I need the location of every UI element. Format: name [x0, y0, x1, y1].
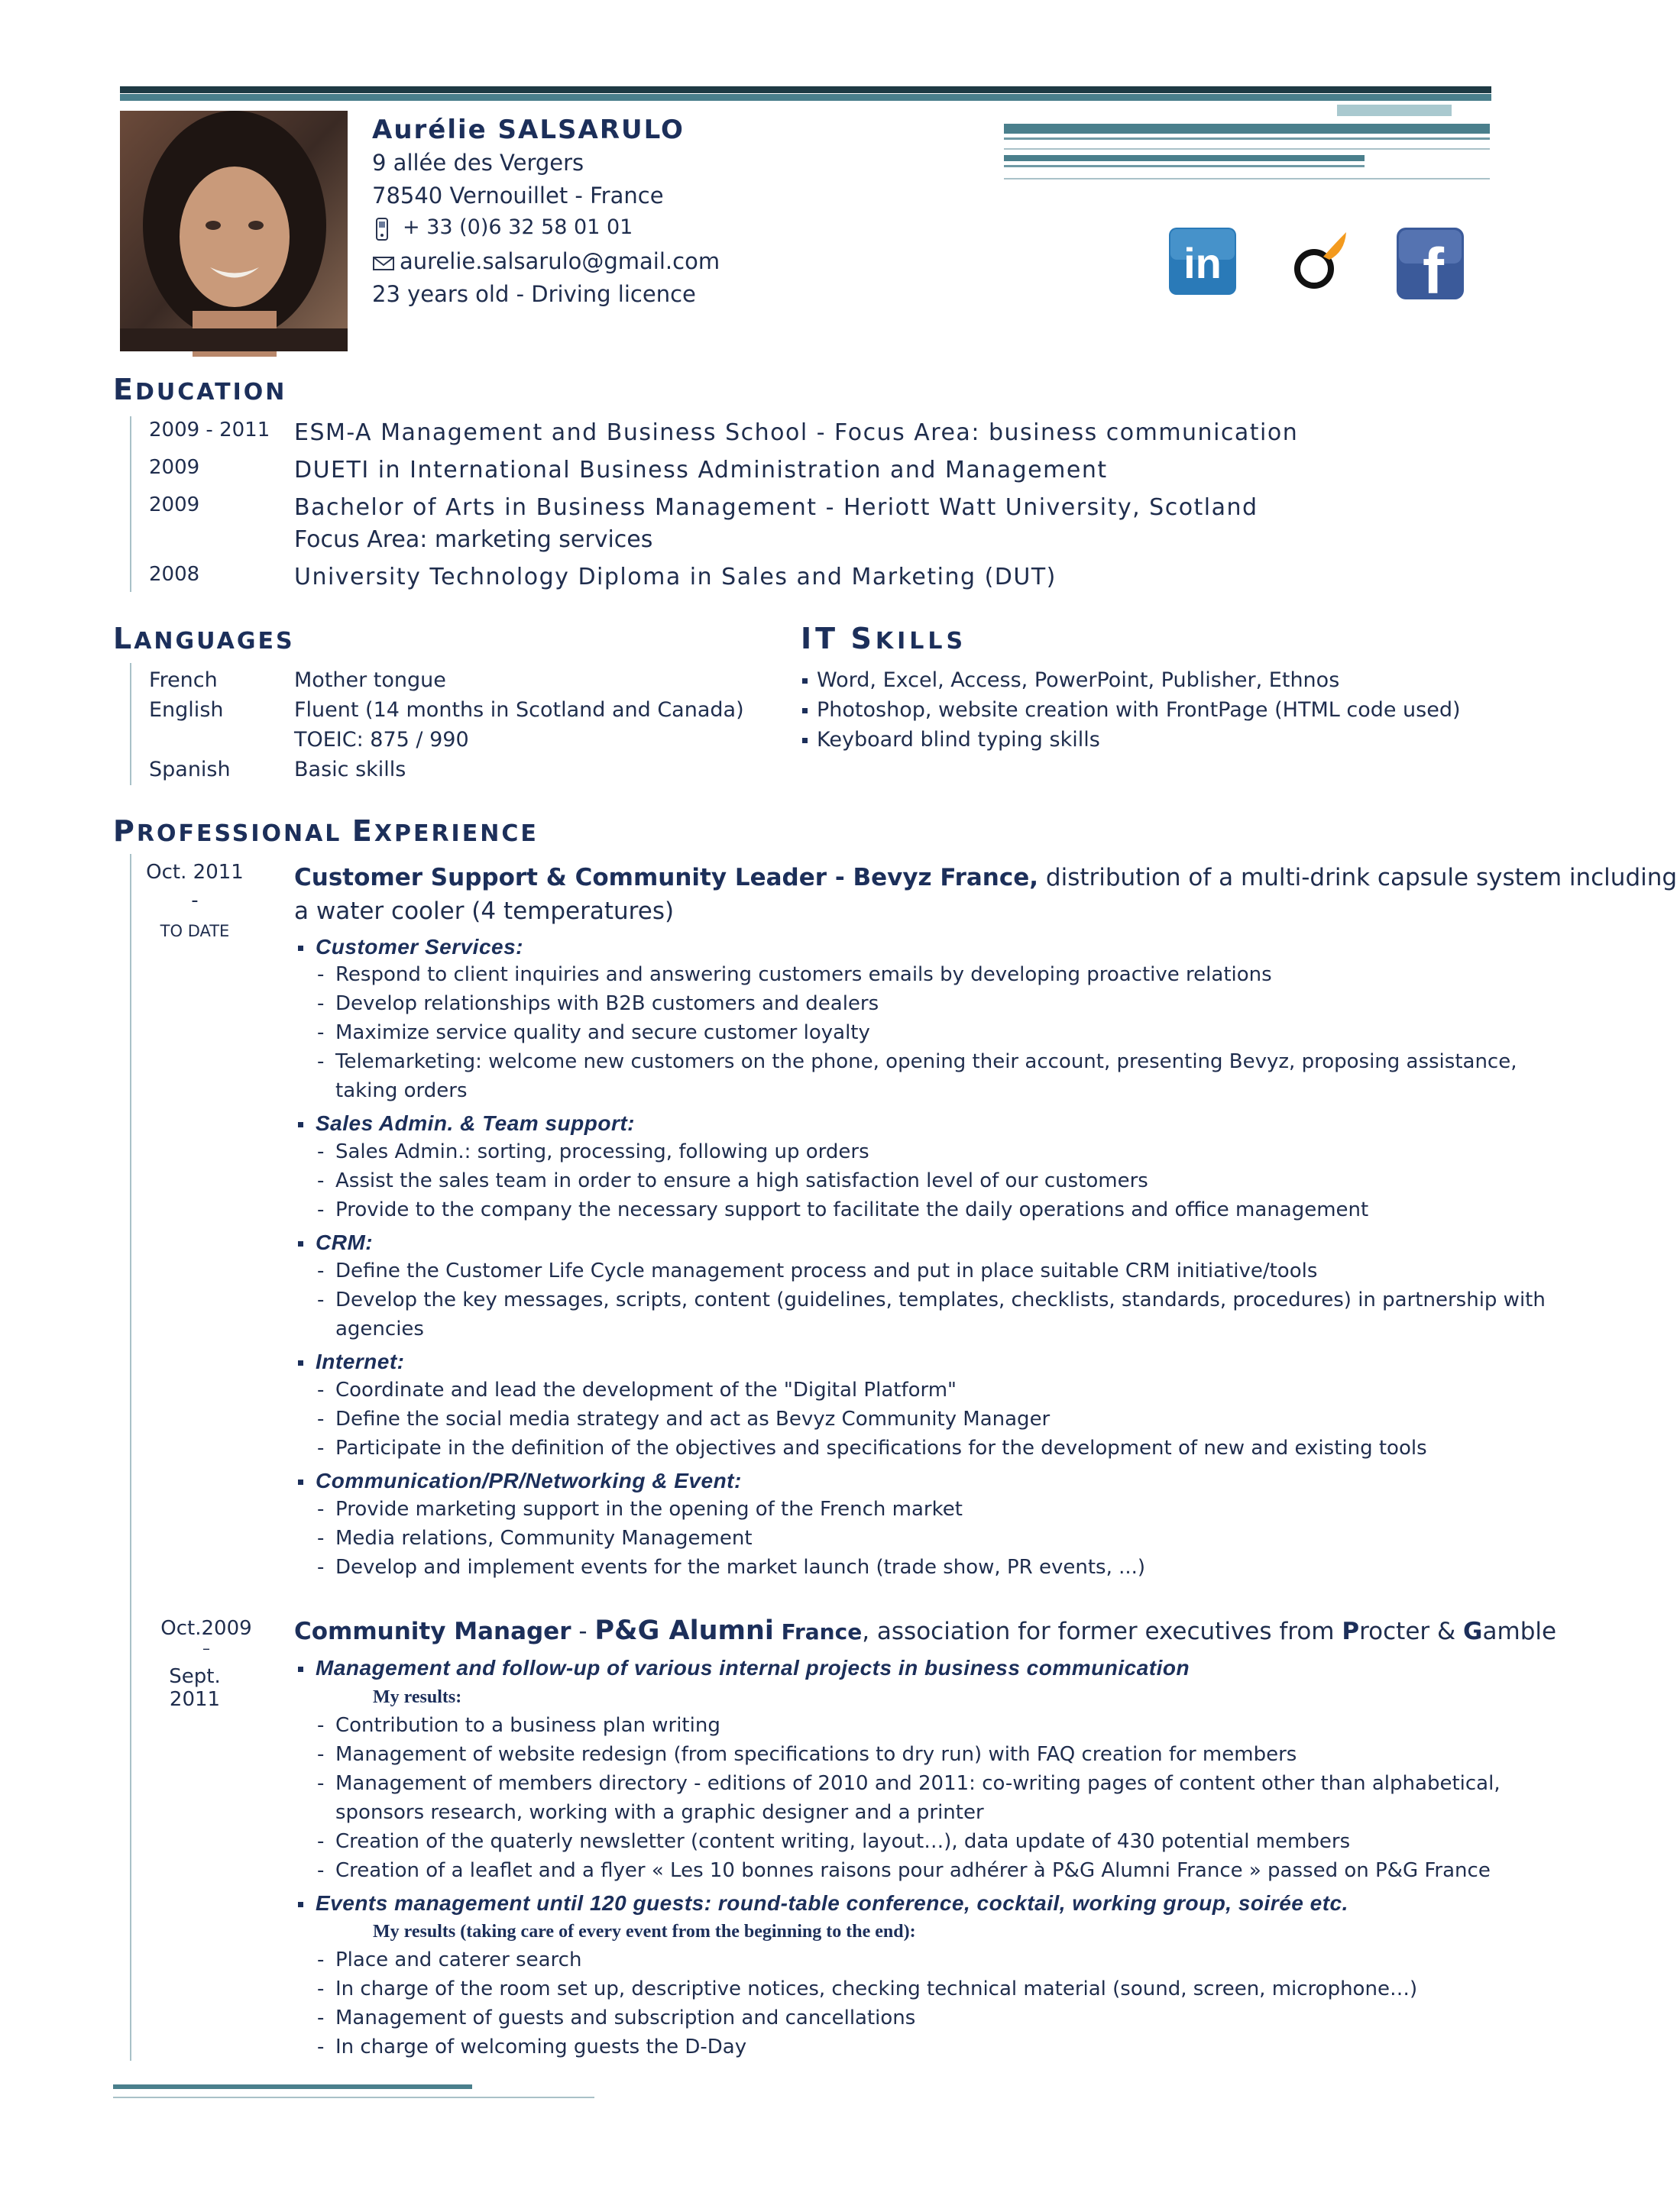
education-item-detail: Focus Area: marketing services — [294, 526, 653, 553]
age-licence: 23 years old - Driving licence — [372, 281, 696, 307]
header-rule — [1337, 105, 1452, 116]
header-rule — [1004, 165, 1365, 167]
it-skill-item: Keyboard blind typing skills — [802, 728, 1100, 752]
list-item: - Provide to the company the necessary support to facilitate the daily operations and office management — [317, 1198, 1369, 1221]
list-item-cont: agencies — [335, 1318, 424, 1340]
job-subsection-title: Customer Services: — [298, 935, 523, 959]
job-date-sep: – — [202, 1639, 210, 1657]
education-item: Bachelor of Arts in Business Management - Heriott Watt University, Scotland — [294, 494, 1258, 521]
language-level: Fluent (14 months in Scotland and Canada) — [294, 698, 744, 722]
job-description: distribution of a multi-drink capsule system including — [1038, 864, 1677, 891]
phone-number: + 33 (0)6 32 58 01 01 — [403, 215, 633, 239]
education-years: 2009 — [149, 456, 200, 479]
list-item: - Provide marketing support in the opening of the French market — [317, 1498, 963, 1521]
candidate-name: Aurélie SALSARULO — [372, 115, 685, 145]
job-company: Bevyz France, — [853, 864, 1039, 891]
education-item: University Technology Diploma in Sales and Marketing (DUT) — [294, 564, 1057, 590]
phone-row — [372, 215, 633, 240]
job-date-to: Sept. 2011 — [169, 1665, 221, 1711]
education-years: 2009 - 2011 — [149, 419, 270, 441]
list-item: - Define the social media strategy and act as Bevyz Community Manager — [317, 1408, 1051, 1431]
job-title-line — [294, 864, 1677, 891]
facebook-icon[interactable] — [1395, 226, 1465, 307]
top-rule-teal — [120, 94, 1491, 101]
mail-icon — [372, 251, 395, 274]
list-item: - Management of guests and subscription and cancellations — [317, 2007, 916, 2029]
languages-heading: LANGUAGES — [113, 622, 295, 655]
list-item-cont: sponsors research, working with a graphic designer and a printer — [335, 1801, 984, 1824]
header-rule — [1004, 178, 1490, 179]
education-heading: EDUCATION — [113, 373, 287, 406]
job-subsection-title: Internet: — [298, 1350, 405, 1374]
address-line-1: 9 allée des Vergers — [372, 150, 584, 176]
job-subsection-title: Communication/PR/Networking & Event: — [298, 1469, 742, 1493]
experience-heading: PROFESSIONAL EXPERIENCE — [113, 814, 539, 848]
language-name: English — [149, 698, 224, 722]
list-item: - Develop the key messages, scripts, content (guidelines, templates, checklists, standards, procedures) in partnership with — [317, 1289, 1546, 1311]
list-item: - In charge of welcoming guests the D-Day — [317, 2036, 747, 2058]
education-item: DUETI in International Business Administration and Management — [294, 457, 1108, 483]
job-subsection-title: CRM: — [298, 1231, 373, 1255]
list-item: - Creation of a leaflet and a flyer « Les 10 bonnes raisons pour adhérer à P&G Alumni France » passed on P&G France — [317, 1859, 1491, 1882]
list-item: - Contribution to a business plan writing — [317, 1714, 720, 1737]
list-item: - Participate in the definition of the objectives and specifications for the development of new and existing tools — [317, 1437, 1427, 1460]
list-item: - Management of members directory - editions of 2010 and 2011: co-writing pages of content other than alphabetical, — [317, 1772, 1501, 1795]
email-address[interactable]: aurelie.salsarulo@gmail.com — [400, 248, 720, 274]
education-rule — [130, 416, 131, 592]
list-item: - Media relations, Community Management — [317, 1527, 753, 1550]
list-item: - Coordinate and lead the development of the "Digital Platform" — [317, 1379, 957, 1402]
bottom-rule-thin — [113, 2097, 594, 2098]
results-label: My results (taking care of every event from the beginning to the end): — [373, 1922, 916, 1942]
education-years: 2008 — [149, 563, 200, 586]
it-skills-heading: IT SKILLS — [801, 622, 967, 655]
job-date-from: Oct. 2011 — [146, 861, 244, 884]
header-rule — [1004, 148, 1490, 150]
list-item: - Assist the sales team in order to ensure a high satisfaction level of our customers — [317, 1169, 1148, 1192]
list-item: - Develop and implement events for the market launch (trade show, PR events, ...) — [317, 1556, 1146, 1579]
education-item: ESM-A Management and Business School - Focus Area: business communication — [294, 419, 1299, 446]
linkedin-icon[interactable] — [1167, 226, 1238, 296]
it-skill-item: Photoshop, website creation with FrontPage (HTML code used) — [802, 698, 1461, 722]
list-item: - Define the Customer Life Cycle management process and put in place suitable CRM initiative/tools — [317, 1260, 1318, 1282]
list-item-cont: taking orders — [335, 1079, 468, 1102]
mobile-phone-icon — [372, 217, 392, 240]
job-title: Community Manager — [294, 1618, 571, 1645]
email-row — [372, 248, 720, 274]
header-rule — [1004, 137, 1490, 140]
language-level-detail: TOEIC: 875 / 990 — [294, 728, 469, 752]
language-name: French — [149, 668, 218, 692]
svg-text:f: f — [1423, 235, 1444, 307]
header-rule — [1004, 124, 1490, 134]
job-description-cont: a water cooler (4 temperatures) — [294, 897, 675, 925]
results-label: My results: — [373, 1687, 462, 1707]
bottom-rule — [113, 2084, 472, 2089]
job-subsection-title: Events management until 120 guests: round-table conference, cocktail, working group, soirée etc. — [298, 1891, 1348, 1916]
list-item: - In charge of the room set up, descriptive notices, checking technical material (sound, screen, microphone…) — [317, 1978, 1418, 2000]
list-item: - Respond to client inquiries and answering customers emails by developing proactive relations — [317, 963, 1272, 986]
address-line-2: 78540 Vernouillet - France — [372, 183, 664, 209]
job-title-line: Community Manager - P&G Alumni France, association for former executives from Procter & Gamble — [294, 1615, 1557, 1646]
job-date-sep: - — [191, 889, 199, 912]
job-title: Customer Support & Community Leader - — [294, 864, 853, 891]
list-item: - Management of website redesign (from specifications to dry run) with FAQ creation for members — [317, 1743, 1297, 1766]
list-item: - Place and caterer search — [317, 1948, 582, 1971]
svg-text:in: in — [1183, 239, 1222, 287]
job-subsection-title: Management and follow-up of various internal projects in business communication — [298, 1656, 1190, 1680]
job-company: P&G Alumni — [594, 1615, 774, 1646]
job-date-to: TO DATE — [160, 922, 230, 940]
list-item: - Telemarketing: welcome new customers on the phone, opening their account, presenting Bevyz, proposing assistance, — [317, 1050, 1517, 1073]
language-level: Basic skills — [294, 758, 406, 781]
top-rule-dark — [120, 86, 1491, 93]
language-level: Mother tongue — [294, 668, 446, 692]
viadeo-icon[interactable] — [1284, 226, 1354, 296]
language-name: Spanish — [149, 758, 231, 781]
profile-photo — [120, 111, 348, 351]
list-item: - Maximize service quality and secure customer loyalty — [317, 1021, 870, 1044]
it-skill-item: Word, Excel, Access, PowerPoint, Publisher, Ethnos — [802, 668, 1339, 692]
languages-rule — [130, 663, 131, 785]
experience-rule — [130, 854, 131, 2061]
job-subsection-title: Sales Admin. & Team support: — [298, 1111, 635, 1136]
list-item: - Sales Admin.: sorting, processing, following up orders — [317, 1140, 869, 1163]
education-years: 2009 — [149, 493, 200, 516]
header-rule — [1004, 155, 1365, 161]
job-date-from: Oct.2009 — [160, 1617, 252, 1640]
list-item: - Develop relationships with B2B customers and dealers — [317, 992, 879, 1015]
list-item: - Creation of the quaterly newsletter (content writing, layout…), data update of 430 potential members — [317, 1830, 1351, 1853]
